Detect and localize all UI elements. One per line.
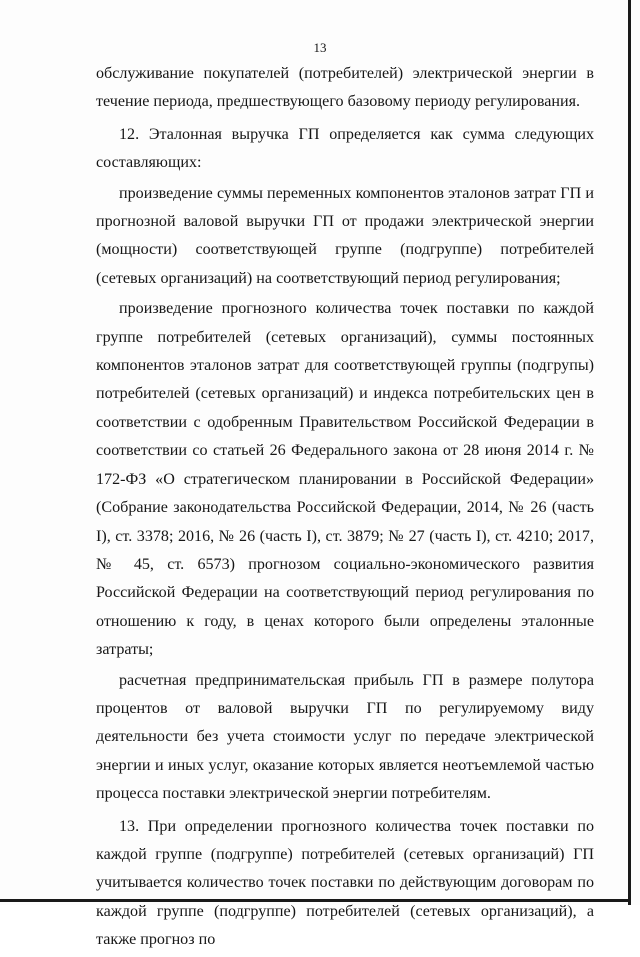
paragraph-fixed-components: произведение прогнозного количества точек поставки по каждой группе потребителей (сетевых организаций), суммы постоянных компонентов эталонов затрат для соответствующей группы (подгрупы) потребителей (сетевых организаций) и индекса потребительских цен в соответствии с одобренным Правительством Российской Федерации в соответствии со статьей 26 Федерального закона от 28 июня 2014 г. № 172-ФЗ «О стратегическом планировании в Российской Федерации» (Собрание законодательства Российской Федерации, 2014, № 26 (часть I), ст. 3378; 2016, № 26 (часть I), ст. 3879; № 27 (часть I), ст. 4210; 2017, № 45, ст. 6573) прогнозом социально-экономического развития Российской Федерации на соответствующий период регулирования по отношению к году, в ценах которого были определены эталонные затраты; [96, 300, 594, 659]
paragraph-business-profit: расчетная предпринимательская прибыль ГП в размере полутора процентов от валовой выручки ГП по регулируемому виду деятельности без учета стоимости услуг по передаче электрической энергии и иных услуг, оказание которых является неотъемлемой частью процесса поставки электрической энергии потребителям. [96, 671, 594, 803]
paragraph-item-12: 12. Эталонная выручка ГП определяется как сумма следующих составляющих: [96, 125, 594, 172]
scan-edge-bottom [0, 899, 631, 902]
paragraph-item-13: 13. При определении прогнозного количества точек поставки по каждой группе (подгруппе) потребителей (сетевых организаций) ГП учитывается количество точек поставки по действующим договорам по каждой группе (подгруппе) потребителей (сетевых организаций), а также прогноз по [96, 817, 594, 949]
scan-edge-right [628, 0, 631, 905]
paragraph-variable-components: произведение суммы переменных компонентов эталонов затрат ГП и прогнозной валовой выручки ГП от продажи электрической энергии (мощности) соответствующей группе (подгруппе) потребителей (сетевых организаций) на соответствующий период регулирования; [96, 184, 594, 287]
page-number: 13 [313, 40, 327, 55]
paragraph-continuation: обслуживание покупателей (потребителей) электрической энергии в течение периода, предшествующего базовому периоду регулирования. [96, 65, 594, 111]
document-body [96, 60, 594, 957]
